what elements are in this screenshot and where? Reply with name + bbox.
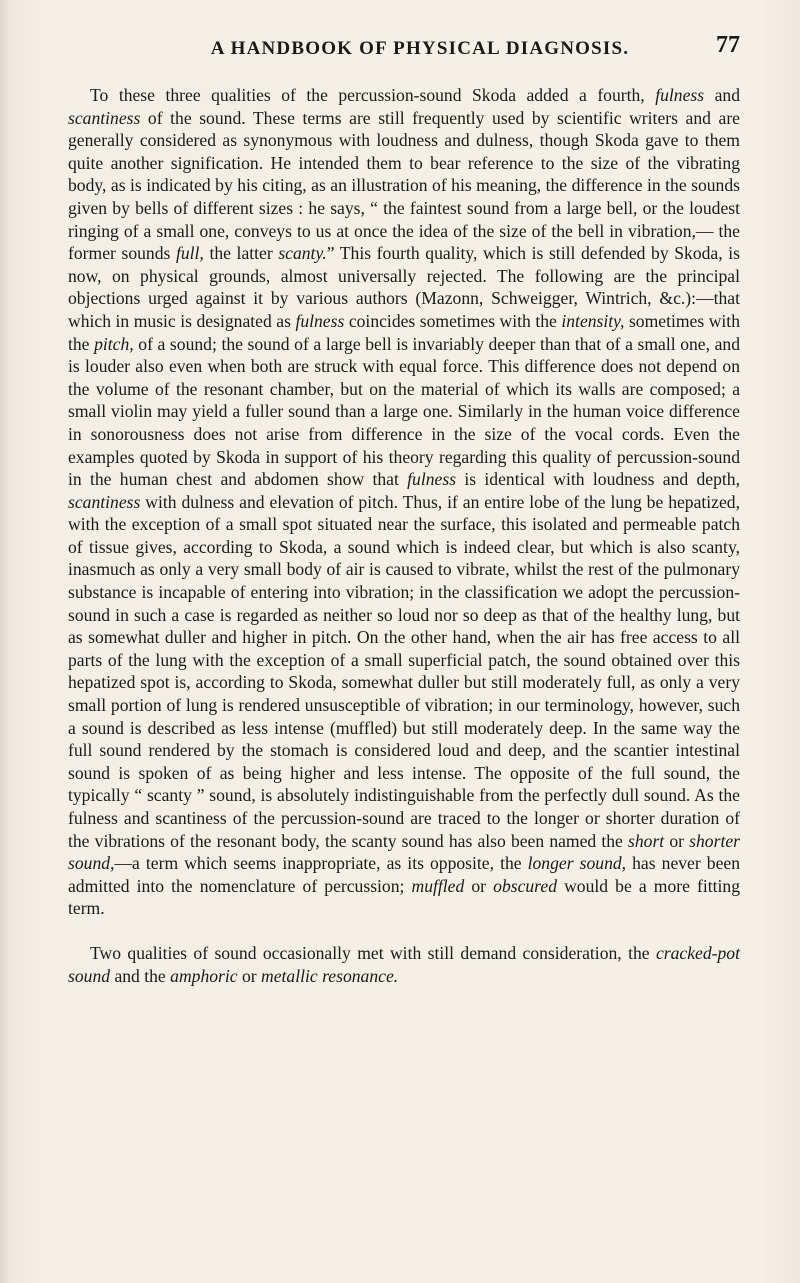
italic-term: fulness [295,310,345,331]
italic-term: cracked-pot sound [68,942,740,986]
italic-term: metallic resonance. [261,965,399,986]
page-number: 77 [716,32,740,58]
italic-term: fulness [655,85,705,105]
italic-term: full, [175,243,204,264]
text-run: with dulness and elevation of pitch. Thus, if an entire lobe of the lung be hepatized, with the exception of a small spot situated near the surface, this isolated and permeable patch of tissue gives, according to Skoda, a sound which is indeed clear, but which is also scanty, inasmuch as only a very small body of air is caused to vibrate, whilst the rest of the pulmonary substance is incapable of entering into vibration; in the classification we adopt the percussion-sound in such a case is regarded as neither so loud nor so deep as that of the healthy lung, but as somewhat duller and higher in pitch. On the other hand, when the air has free access to all parts of the lung with the exception of a small superficial patch, the sound obtained over this hepatized spot is, according to Skoda, somewhat duller but still moderately full, as only a very small portion of lung is rendered unsusceptible of vibration; in our terminology, however, such a sound is described as less intense (muffled) but still moderately deep. In the same way the full sound rendered by the stomach is considered loud and deep, and the scantier intestinal sound is spoken of as being higher and less intense. The opposite of the full sound, the typically “ scanty ” sound, is absolutely indistinguishable from the perfectly dull sound. As the fulness and scantiness of the percussion-sound are traced to the longer or shorter duration of the vibrations of the resonant body, the scanty sound has also been named the [68,491,740,851]
text-run: or [464,875,494,896]
italic-term: pitch, [94,333,134,354]
text-run: would be a more fitting term. [68,875,741,919]
text-run: and [704,85,740,105]
text-run: or [237,965,262,986]
running-head-title: A HANDBOOK OF PHYSICAL DIAGNOSIS. [210,38,630,59]
text-run: —a term which seems inappropriate, as its opposite, the [114,853,528,874]
text-run: or [664,830,690,851]
paragraph-fulness-scantiness [68,84,740,920]
text-run: coincides sometimes with the [344,310,562,331]
paragraph-two-qualities [68,942,740,987]
italic-term: longer sound, [527,853,627,874]
italic-term: scanty. [278,243,327,264]
italic-term: short [628,830,665,851]
body-text [68,84,740,987]
italic-term: scantiness [68,491,141,512]
scan-shadow [0,0,10,1283]
text-run: and the [110,965,171,986]
text-run: sometimes with the [68,310,740,354]
italic-term: fulness [407,469,457,490]
text-run: of a sound; the sound of a large bell is invariably deeper than that of a small one, and is louder also even when both are struck with equal force. This difference does not depend on the volume of the resonant chamber, but on the material of which its walls are composed; a small violin may yield a fuller sound than a large one. Similarly in the human voice difference in sonorousness does not arise from difference in the size of the vocal cords. Even the examples quoted by Skoda in support of his theory regarding this quality of percussion-sound in the human chest and abdomen show that [68,333,740,490]
text-run: ” This fourth quality, which is still defended by Skoda, is now, on physical grounds, almost universally rejected. The following are the principal objections urged against it by various authors (Mazonn, Schweigger, Wintrich, &c.):—that which in music is designated as [68,243,740,331]
text-run: is identical with loudness and depth, [456,469,740,490]
italic-term: scantiness [68,107,141,128]
text-run: Two qualities of sound occasionally met with still demand consideration, the [90,942,656,963]
italic-term: amphoric [170,965,238,986]
italic-term: obscured [493,875,557,896]
italic-term: shorter sound, [68,830,740,874]
text-run: has never been admitted into the nomenclature of percussion; [68,853,740,896]
text-run: To these three qualities of the percussion-sound Skoda added a fourth, [90,85,656,105]
text-run: of the sound. These terms are still frequently used by scientific writers and are generally considered as synonymous with loudness and dulness, though Skoda gave to them quite another signification. He intended them to bear reference to the size of the vibrating body, as is indicated by his citing, as an illustration of his meaning, the difference in the sounds given by bells of different sizes : he says, “ the faintest sound from a large bell, or the loudest ringing of a small one, conveys to us at once the idea of the size of the bell in vibration,— the former sounds [68,107,740,264]
italic-term: muffled [411,875,465,896]
italic-term: intensity, [561,310,625,331]
text-run: the latter [203,243,279,264]
